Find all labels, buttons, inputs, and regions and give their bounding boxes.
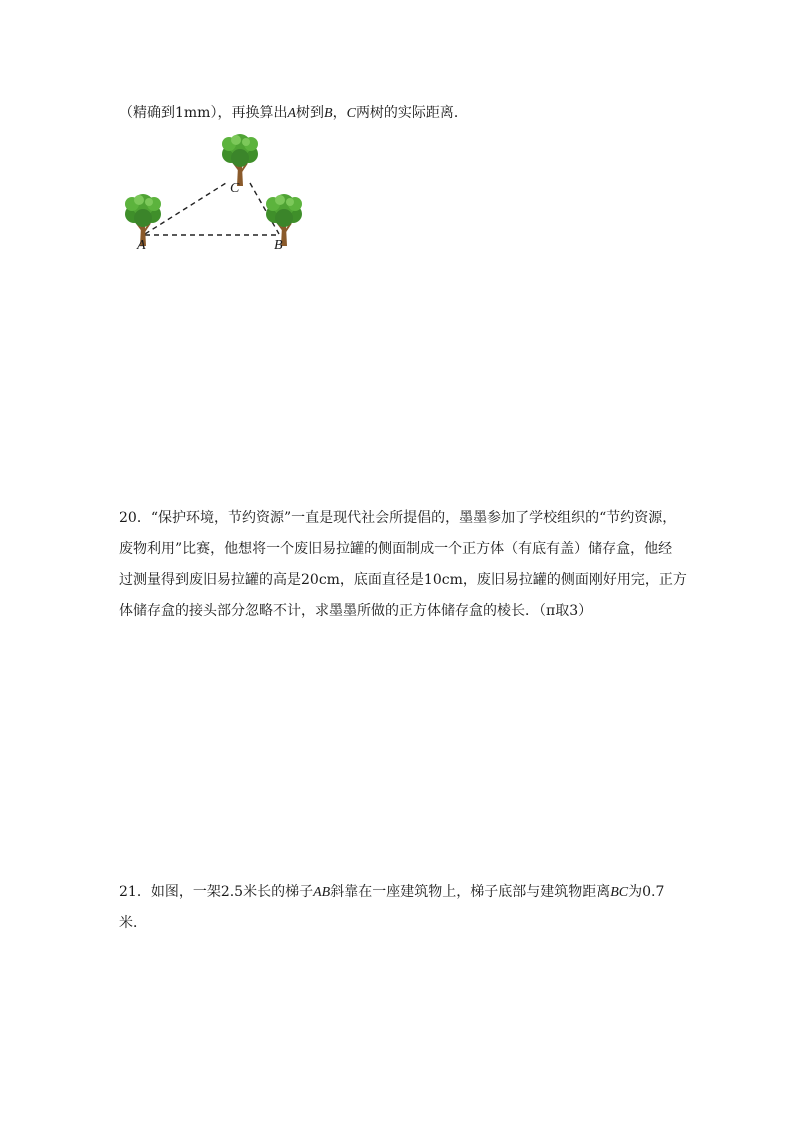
q21-line-1 — [119, 882, 664, 903]
q19-var-a: A — [287, 106, 297, 121]
tree-triangle-figure — [112, 128, 312, 256]
q20-line-1: 20．“保护环境，节约资源”一直是现代社会所提倡的，墨墨参加了学校组织的“节约资源， — [119, 510, 677, 526]
q21-text-3: 为0.7 — [628, 884, 665, 900]
q20-line-3: 过测量得到废旧易拉罐的高是20cm，底面直径是10cm，废旧易拉罐的侧面刚好用完，正方 — [119, 572, 687, 588]
q19-sep: ， — [332, 105, 347, 121]
q20-line-4: 体储存盒的接头部分忽略不计，求墨墨所做的正方体储存盒的棱长．（π取3） — [119, 603, 593, 619]
label-a: A — [137, 238, 146, 253]
q21-var-ab: AB — [313, 885, 331, 900]
q21-text-2: 斜靠在一座建筑物上，梯子底部与建筑物距离 — [330, 884, 611, 900]
q21-line-2: 米． — [119, 915, 147, 931]
q19-var-b: B — [324, 106, 333, 121]
tree-icon-b — [266, 194, 302, 246]
q20-line-2: 废物利用”比赛，他想将一个废旧易拉罐的侧面制成一个正方体（有底有盖）储存盒，他经 — [119, 541, 673, 557]
label-c: C — [230, 181, 240, 196]
q19-tail-line — [119, 103, 468, 124]
q19-text-3: 两树的实际距离． — [355, 105, 468, 121]
tree-icon-c — [222, 134, 258, 186]
label-b: B — [274, 238, 283, 253]
q19-var-c: C — [346, 106, 356, 121]
q19-text-1: （精确到1mm），再换算出 — [119, 105, 288, 121]
q21-var-bc: BC — [610, 885, 629, 900]
q19-text-2: 树到 — [296, 105, 325, 121]
q21-text-1: 21．如图，一架2.5米长的梯子 — [119, 884, 314, 900]
